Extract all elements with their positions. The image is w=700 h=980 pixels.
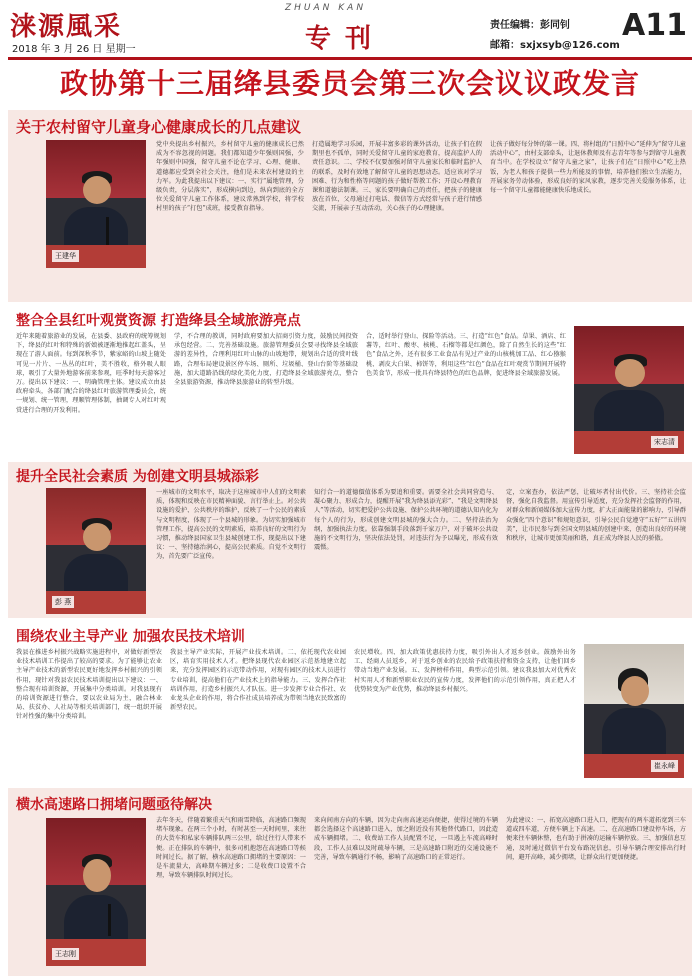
article-column: 农民增收。四、加大政策优惠扶持力度，吸引外出人才返乡创业。鼓励外出务工、经商人员返乡，对于返乡创业的农民给予政策扶持和资金支持，让他们回乡带动当地产业发展。五、发挥榜样作用，典型示范引领。建议我县加大对优秀农村实用人才和新型职业农民的宣传力度，发挥他们的示范引领作用，真正把人才优势转变为产业优势，推动绛县乡村振兴。 <box>354 649 576 693</box>
issue-date: 2018 年 3 月 26 日 星期一 <box>12 44 136 55</box>
article-column: 合，适时举行登山、探险等活动。三、打造“红色”食品。草果、酒店、红薯等，红叶、酸枣、核桃、石榴等都是红颜色，除了自然生长的这些“红色”食品之外，还有很多工业食品有见过产业的山核桃加工品、红心猕猴桃、剥皮大白果、柿饼等，利用这些“红色”食品在红叶观赏节期间开展特色美食节，形成一批具有绛县特色的红色品牌，促进绛县全域旅游发展。 <box>366 333 566 377</box>
photo-caption: 王志刚 <box>52 948 79 960</box>
section-pinyin: ZHUAN KAN <box>285 3 367 13</box>
article-column: 打造属地学习乐园，开展丰富多彩的课外活动，让孩子们在假期里也不孤单，同时关爱留守儿童的家庭教育，提高监护人的责任意识。二、学校不仅要加强对留守儿童家长和临时监护人的联系，及时有效地了解留守儿童的思想动态。适应该对学习困难、行为和性格等问题的孩子做好帮教工作；开设心理教育课和道德法制课。三、家长要明确自己的责任，把孩子的健康放在首位，父母通过打电话、微信等方式经常与孩子进行情感交流，开展亲子互动活动，关心孩子的心理健康。 <box>312 141 482 213</box>
newspaper-logo: 涞源風采 <box>10 12 123 42</box>
speaker-photo <box>46 818 146 966</box>
article-title: 关于农村留守儿童身心健康成长的几点建议 <box>16 118 302 136</box>
responsible-editor: 责任编辑：彭同钊 <box>490 20 570 31</box>
article-column: 定，立案查办，依法严惩，让破坏者付出代价。三、坚持社会监督，强化自我监督。用宣传引导适度，充分发挥社会监督的作用，对群众和新闻媒体加大宣传力度，扩大正面能量的影响力，引导群众强化“四个意识”和规矩意识，引导公民自觉遵守“五好”“五讲四美”，让市民参与到全国文明县城的创建中来，创造出良好的环境和秩序，让城市更加美丽和谐，真正成为绛县人民的骄傲。 <box>506 489 686 543</box>
photo-caption: 崔永峰 <box>651 760 678 772</box>
photo-caption: 彭 燕 <box>52 596 74 608</box>
article-title: 横水高速路口拥堵问题亟待解决 <box>16 797 212 813</box>
article-column: 去年冬天，伴随着繁重天气和雨雪降临，高速路口频现堵车现象。在两三个小时，有时甚至一天时间里，来往的大货车和私家车辆排队两三公里，给过往行人带来不便。正在排队的车辆中，很多司机抱怨在高速路口等候时间过长。据了解，横水高速路口拥堵的主要原因：一是车流量大，高峰期车辆过多；二是收费口设置不合理，导致车辆排队时间过长。 <box>156 817 306 880</box>
article-column: 党中央提出乡村振兴，乡村留守儿童的健康成长已然成为不容忽视的问题。我们都知道少年强则国强，少年强则中国强，留守儿童不论在学习、心理、健康、道德都应受到全社会关注，他们是未来农村建设的主力军。为此我提出以下建议：一、实行“属地管理，分级负责，分层落实”，形成横向到边，纵向到底的全方位关爱留守儿童工作体系，建议常熟到学校，将学校村里的孩子“打包”成班，接受教育指导。 <box>156 141 304 213</box>
article-column: 近年来随着旅游业的发展，在县委、县政府的统筹规划下，绛县的红叶和特殊的新娘被逐渐地推起红盖头，呈现在了游人面前。每到深秋季节，紫家峪的山坡上随处可见一片片、一丛丛的红叶，美不胜收，格外吸人眼球，吸引了大量外地游客前来参观，旺季时每天游客过万。提出以下建议：一、明确管理主体。建议成立由县政府牵头，各部门配合的绛县红叶旅游管理委员会，统一规划、统一管理，理顺管理体制，抽调专人对红叶观赏进行合理的开发利用。 <box>16 333 166 414</box>
speaker-photo <box>46 140 146 268</box>
article-expressway-congestion <box>8 788 692 976</box>
article-column: 知行合一的道德價值体系为要追和重要。需要全社会共同营造与、凝心聚力、形成合力，提醒开展“我为绛县添光彩”、“我是文明绛县人”等活动，切实把爱护公共设施、保护公共环境的道德认知内化为每个人的行为，形成创建文明县城的强大合力。二、坚持法治为纲，加强执法力度。依靠强制手段落到千家万户，对于破坏公共设施的不文明行为，坚决依法处罚，对违法行为予以曝光，形成有效震慑。 <box>314 489 498 552</box>
speaker-photo <box>574 326 684 454</box>
article-title: 提升全民社会素质 为创建文明县城添彩 <box>16 469 259 485</box>
masthead <box>0 0 700 58</box>
article-column: 我县主导产业实际，开展产业技术培训。二、依托现代农业园区，培育实用技术人才。把绛县现代农业园区示范基地建立起来，充分发挥园区的示范带动作用，对现有园区的技术人员进行专业培训，提高他们在产业技术上的指导能力。三、发挥合作社培训作用，打造乡村振兴人才队伍。进一步发挥专业合作社、农业龙头企业的作用，将合作社成员培养成为带领当地农民致富的新型农民。 <box>170 649 346 712</box>
article-title: 整合全县红叶观赏资源 打造绛县全域旅游亮点 <box>16 313 301 329</box>
article-column: 我县在推进乡村振兴战略实施进程中，对做好新型农业技术培训工作提出了较高的要求。为了能够让农业主导产业技术的新型农民更好地发挥乡村振兴的引领作用，现针对我县农民技术培训提出以下建议：一、整合现有培训资源，开展集中分类培训。对我县现有的培训资源进行整合，要以农业局为主，融合林业局、扶贫办、人社局等相关培训部门，统一组织开展针对性强的集中分类培训。 <box>16 649 162 721</box>
contact-email: 邮箱：sxjxsyb@126.com <box>490 40 620 51</box>
photo-caption: 王建华 <box>52 250 79 262</box>
article-title: 围绕农业主导产业 加强农民技术培训 <box>16 629 245 645</box>
article-red-leaves-tourism <box>8 306 692 458</box>
page-headline: 政协第十三届绛县委员会第三次会议议政发言 <box>59 67 640 100</box>
photo-caption: 宋志清 <box>651 436 678 448</box>
speaker-photo <box>584 644 684 778</box>
article-column: 学，不合理的教训，同时政府要加大招商引资力度，鼓励民间投资承包经营。二、完善基础设施。旅游管理委员会要寻找绛县全域旅游的差异性，合理利用红叶山脉的山坡地带，规划出合适的赏叶线路，合理布局建设景区停车场、厕所、垃圾桶、登山台阶等基础设施，加大道路沿线的绿化美化力度，打造绛县全域旅游亮点，整合全县旅游资源，推动绛县旅游业的转型升级。 <box>174 333 358 387</box>
article-column: 让孩子做好每分钟的第一课。四、将村组的“日照中心”延伸为“留守儿童活动中心”，由村支部牵头，让退休教师及有志青年等参与到留守儿童教育当中。在学校设立“留守儿童之家”，让孩子们在“日照中心”吃上热饭，为老人和孩子提供一些力所能及的事情，培养他们独立生活能力，开展家务劳动体验，形成良好的家风家教，逐步完善关爱服务体系，让每一个留守儿童都能健康快乐地成长。 <box>490 141 686 195</box>
masthead-divider <box>8 57 692 60</box>
article-column: 一座城市的文明水平，取决于这座城市中人们的文明素质，体现和反映在市民精神面貌、言行举止上。对公共设施的爱护、公共秩序的维护，反映了一个公民的素质与文明程度，体现了一个县城的形象。为切实加强城市管理工作，提高公民的文明素质，培养良好的文明行为习惯，推动绛县国家卫生县城创建工作，现提出以下建议：一、坚持德治润心，提高公民素质。自觉不文明行为，首先要广泛宣传。 <box>156 489 306 561</box>
article-left-behind-children <box>8 110 692 302</box>
page-number: A11 <box>622 8 687 43</box>
article-civic-quality <box>8 462 692 618</box>
article-farmer-training <box>8 622 692 784</box>
article-column: 为此建议：一、拓宽高速路口进入口，把现有的两车道拓宽到三车道或四车道，方便车辆上下高速。二、在高速路口建设停车场，方便来往车辆休整，也有助于拼凑的运输车辆停放。三、加强信息互通，及时通过微信平台发布路况信息，引导车辆合理安排出行时间，避开高峰，减少拥堵，让群众出行更加便捷。 <box>506 817 686 861</box>
section-name: 专刊 <box>305 24 386 54</box>
speaker-photo <box>46 488 146 614</box>
article-column: 来向间南方向的车辆，因为走向南高速运向便捷，使得过境的车辆都会选择这个高速路口进入，加之附近没有其他替代路口，因此造成车辆拥堵。二、收费站工作人员配置不足，一旦遇上车流高峰时段，工作人员难以及时疏导车辆，三是高速路口附近的交通设施不完善，导致车辆通行不畅，影响了高速路口的正常运行。 <box>314 817 498 861</box>
